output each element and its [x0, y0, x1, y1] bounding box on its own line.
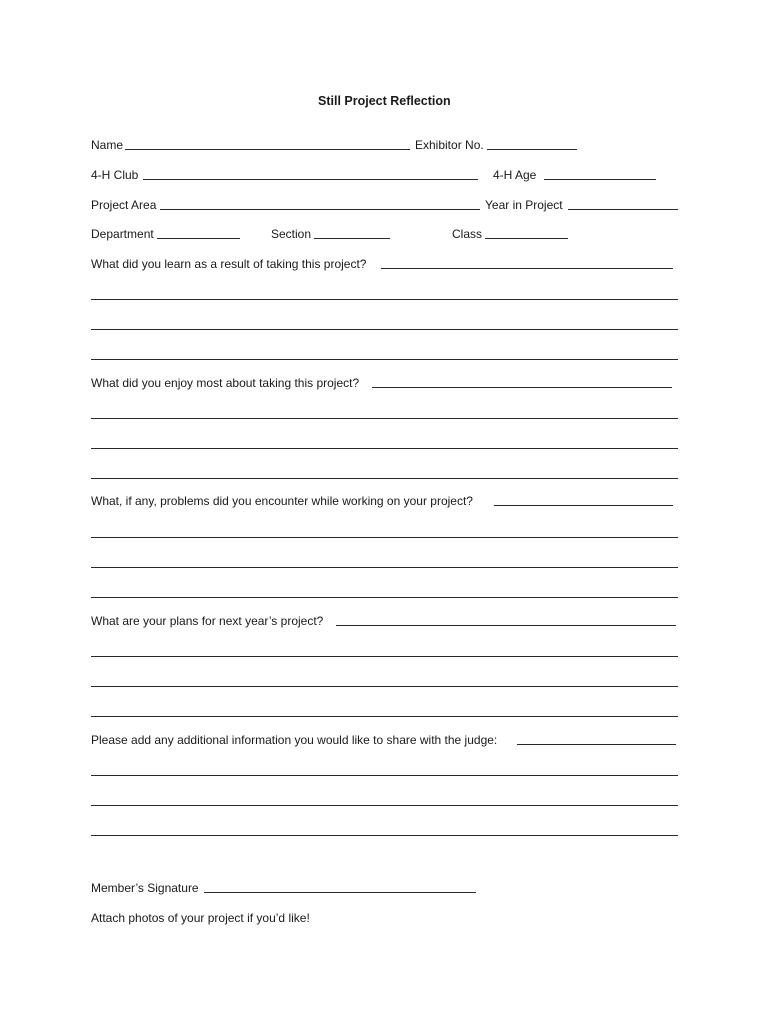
project-area-label: Project Area — [91, 198, 157, 212]
question-learn: What did you learn as a result of taking this project? — [91, 257, 367, 271]
department-label: Department — [91, 227, 154, 241]
project-area-field[interactable] — [160, 209, 480, 210]
answer-line[interactable] — [91, 805, 678, 806]
answer-line[interactable] — [381, 268, 673, 269]
age-label: 4-H Age — [493, 168, 537, 182]
year-label: Year in Project — [485, 198, 563, 212]
department-field[interactable] — [157, 238, 240, 239]
signature-field[interactable] — [204, 892, 476, 893]
name-label: Name — [91, 138, 124, 152]
page-title: Still Project Reflection — [318, 94, 451, 108]
age-field[interactable] — [544, 179, 656, 180]
answer-line[interactable] — [494, 505, 673, 506]
question-enjoy: What did you enjoy most about taking this project? — [91, 376, 360, 390]
answer-line[interactable] — [91, 478, 678, 479]
exhibitor-label: Exhibitor No. — [415, 138, 484, 152]
club-label: 4-H Club — [91, 168, 139, 182]
answer-line[interactable] — [91, 686, 678, 687]
answer-line[interactable] — [91, 359, 678, 360]
answer-line[interactable] — [91, 597, 678, 598]
answer-line[interactable] — [336, 625, 676, 626]
answer-line[interactable] — [91, 418, 678, 419]
section-label: Section — [271, 227, 312, 241]
class-label: Class — [452, 227, 483, 241]
answer-line[interactable] — [517, 744, 676, 745]
answer-line[interactable] — [91, 329, 678, 330]
answer-line[interactable] — [91, 775, 678, 776]
answer-line[interactable] — [91, 567, 678, 568]
answer-line[interactable] — [91, 835, 678, 836]
section-field[interactable] — [314, 238, 390, 239]
answer-line[interactable] — [91, 656, 678, 657]
question-problems: What, if any, problems did you encounter while working on your project? — [91, 494, 473, 508]
photos-note: Attach photos of your project if you’d like! — [91, 911, 310, 925]
question-plans: What are your plans for next year’s project? — [91, 614, 324, 628]
answer-line[interactable] — [91, 537, 678, 538]
club-field[interactable] — [143, 179, 478, 180]
name-field[interactable] — [125, 149, 410, 150]
answer-line[interactable] — [91, 716, 678, 717]
class-field[interactable] — [485, 238, 568, 239]
answer-line[interactable] — [372, 387, 672, 388]
question-additional: Please add any additional information you would like to share with the judge: — [91, 733, 498, 747]
exhibitor-field[interactable] — [487, 149, 577, 150]
year-field[interactable] — [568, 209, 678, 210]
answer-line[interactable] — [91, 299, 678, 300]
signature-label: Member’s Signature — [91, 881, 199, 895]
answer-line[interactable] — [91, 448, 678, 449]
